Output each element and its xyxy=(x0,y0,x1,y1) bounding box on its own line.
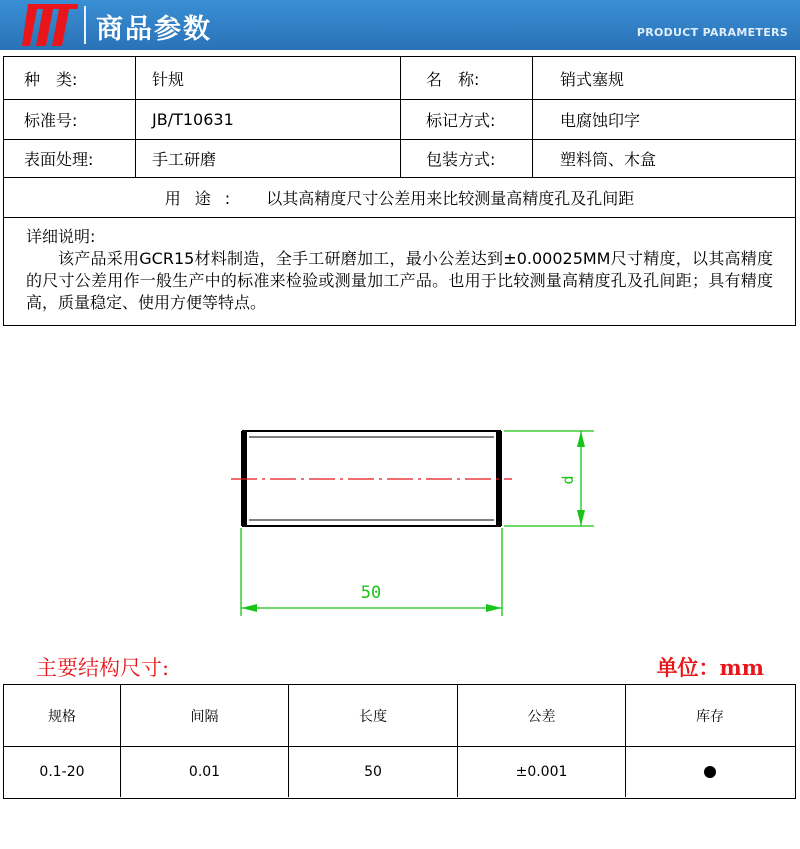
usage-row xyxy=(4,178,795,218)
spec-label: 种 类: xyxy=(24,69,78,89)
spec-label: 标准号: xyxy=(24,111,78,130)
header-banner xyxy=(0,0,800,50)
cell-tolerance: ±0.001 xyxy=(458,747,626,797)
brand-logo-icon xyxy=(22,2,80,48)
dimensions-table xyxy=(3,684,796,799)
spec-label: 标记方式: xyxy=(426,111,496,130)
spec-row xyxy=(4,100,795,140)
arrow-down-icon xyxy=(577,510,585,526)
pin-gauge-drawing xyxy=(0,400,800,630)
diameter-label: d xyxy=(559,475,577,485)
column-header-interval: 间隔 xyxy=(121,685,289,746)
cell-interval: 0.01 xyxy=(121,747,289,797)
length-label: 50 xyxy=(360,583,382,603)
column-header-length: 长度 xyxy=(289,685,458,746)
cell-spec: 0.1-20 xyxy=(4,747,121,797)
in-stock-dot-icon xyxy=(704,766,716,778)
spec-value: 针规 xyxy=(152,69,185,89)
arrow-up-icon xyxy=(577,431,585,447)
table-row xyxy=(4,747,795,797)
column-header-tolerance: 公差 xyxy=(458,685,626,746)
page-subtitle: PRODUCT PARAMETERS xyxy=(636,26,788,39)
arrow-right-icon xyxy=(486,604,502,612)
dimensions-unit: 单位：mm xyxy=(656,655,764,680)
detail-description xyxy=(4,218,795,325)
spec-value: 塑料筒、木盒 xyxy=(560,150,657,169)
detail-title: 详细说明: xyxy=(26,227,96,246)
spec-label: 包装方式: xyxy=(426,150,496,169)
cell-length: 50 xyxy=(289,747,458,797)
spec-row xyxy=(4,140,795,178)
spec-value: 电腐蚀印字 xyxy=(560,111,641,130)
column-header-spec: 规格 xyxy=(4,685,121,746)
spec-value: JB/T10631 xyxy=(152,110,234,129)
header-divider xyxy=(84,6,86,44)
spec-value: 销式塞规 xyxy=(560,69,625,89)
spec-table xyxy=(3,56,796,326)
page-title: 商品参数 xyxy=(96,14,212,45)
spec-label: 表面处理: xyxy=(24,150,94,169)
usage-value: 以其高精度尺寸公差用来比较测量高精度孔及孔间距 xyxy=(266,189,635,208)
column-header-stock: 库存 xyxy=(696,708,724,725)
dimensions-title: 主要结构尺寸: xyxy=(36,656,170,680)
cell-stock xyxy=(626,747,794,797)
table-header-row xyxy=(4,685,795,747)
detail-body: 该产品采用GCR15材料制造，全手工研磨加工，最小公差达到±0.00025MM尺寸精度，以其高精度的尺寸公差用作一般生产中的标准来检验或测量加工产品。也用于比较测量高精度孔及孔间距；具有精度高，质量稳定、使用方便等特点。 xyxy=(26,249,773,312)
spec-row xyxy=(4,57,795,100)
usage-label: 用途: xyxy=(164,189,245,208)
arrow-left-icon xyxy=(241,604,257,612)
spec-value: 手工研磨 xyxy=(152,150,217,169)
spec-label: 名 称: xyxy=(426,69,480,89)
